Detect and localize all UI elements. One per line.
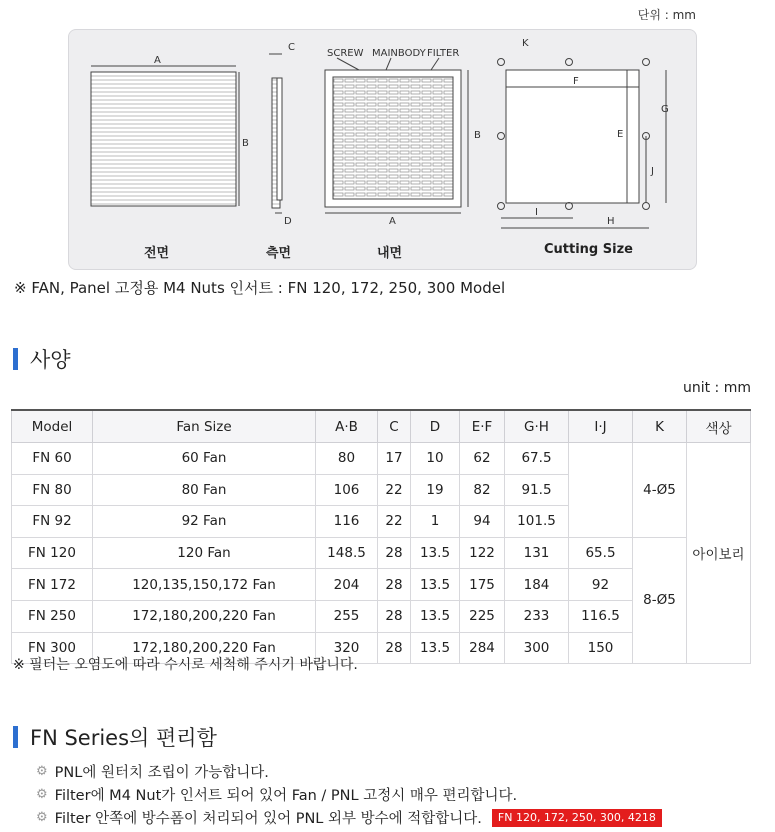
- cell-model: FN 300: [12, 632, 93, 664]
- cell-ef: 175: [460, 569, 505, 601]
- label-screw: SCREW: [327, 48, 364, 59]
- label-side: 측면: [266, 246, 292, 261]
- table-row: [12, 537, 751, 569]
- cell-ef: 284: [460, 632, 505, 664]
- cell-gh: 67.5: [505, 443, 569, 475]
- th-k: K: [633, 410, 687, 443]
- models-tag: FN 120, 172, 250, 300, 4218: [492, 809, 662, 827]
- cell-ab: 148.5: [316, 537, 378, 569]
- note-model: ※ FAN, Panel 고정용 M4 Nuts 인서트 : FN 120, 172, 250, 300 Model: [14, 279, 506, 297]
- dim-J: J: [651, 166, 654, 177]
- cell-c: 28: [378, 632, 411, 664]
- list-item: [36, 806, 662, 829]
- cell-model: FN 120: [12, 537, 93, 569]
- cell-fan-size: 120 Fan: [93, 537, 316, 569]
- spec-section-title: [13, 344, 71, 374]
- cell-gh: 101.5: [505, 506, 569, 538]
- gear-icon: ⚙: [36, 810, 48, 825]
- cell-gh: 91.5: [505, 474, 569, 506]
- dim-A-inner: A: [389, 216, 396, 227]
- front-view-panel: [91, 72, 236, 206]
- list-item: [36, 760, 662, 783]
- label-filter: FILTER: [427, 48, 460, 59]
- cell-fan-size: 92 Fan: [93, 506, 316, 538]
- cell-color: 아이보리: [687, 443, 751, 664]
- spec-title: 사양: [30, 348, 71, 372]
- feature-section-title: [13, 722, 217, 752]
- cell-model: FN 92: [12, 506, 93, 538]
- dim-G: G: [661, 104, 669, 115]
- th-ij: I·J: [569, 410, 633, 443]
- table-row: [12, 443, 751, 475]
- cell-gh: 131: [505, 537, 569, 569]
- cell-ef: 62: [460, 443, 505, 475]
- feature-text: Filter 안쪽에 방수폼이 처리되어 있어 PNL 외부 방수에 적합합니다.: [54, 811, 482, 827]
- cell-d: 13.5: [411, 537, 460, 569]
- cell-c: 28: [378, 569, 411, 601]
- cell-k-small: 4-Ø5: [633, 443, 687, 538]
- feature-text: PNL에 원터치 조립이 가능합니다.: [54, 765, 269, 781]
- dim-D: D: [284, 216, 292, 227]
- th-color: 색상: [687, 410, 751, 443]
- cell-ab: 255: [316, 600, 378, 632]
- th-model: Model: [12, 410, 93, 443]
- cell-model: FN 172: [12, 569, 93, 601]
- cell-fan-size: 172,180,200,220 Fan: [93, 600, 316, 632]
- cell-ij: 116.5: [569, 600, 633, 632]
- spec-table: [11, 409, 751, 664]
- cell-fan-size: 172,180,200,220 Fan: [93, 632, 316, 664]
- drawing-svg: [69, 30, 696, 269]
- label-inner: 내면: [377, 246, 403, 261]
- dim-A-front: A: [154, 55, 161, 66]
- cell-ab: 320: [316, 632, 378, 664]
- cell-d: 1: [411, 506, 460, 538]
- cell-d: 10: [411, 443, 460, 475]
- cell-ij: 65.5: [569, 537, 633, 569]
- dim-K: K: [522, 38, 529, 49]
- cell-c: 22: [378, 474, 411, 506]
- dim-B-inner: B: [474, 130, 481, 141]
- cell-ij: 92: [569, 569, 633, 601]
- cell-gh: 233: [505, 600, 569, 632]
- cell-model: FN 250: [12, 600, 93, 632]
- cell-ab: 106: [316, 474, 378, 506]
- cell-ef: 94: [460, 506, 505, 538]
- unit-label: unit : mm: [682, 380, 751, 396]
- cell-d: 13.5: [411, 600, 460, 632]
- gear-icon: ⚙: [36, 787, 48, 802]
- cell-c: 28: [378, 537, 411, 569]
- th-ab: A·B: [316, 410, 378, 443]
- cell-ef: 225: [460, 600, 505, 632]
- cell-c: 28: [378, 600, 411, 632]
- cell-d: 13.5: [411, 632, 460, 664]
- cell-c: 17: [378, 443, 411, 475]
- dimension-drawing: [68, 29, 697, 270]
- cell-ij-empty: [569, 443, 633, 538]
- cell-c: 22: [378, 506, 411, 538]
- th-d: D: [411, 410, 460, 443]
- dim-F: F: [573, 76, 579, 87]
- cell-ij: 150: [569, 632, 633, 664]
- cell-model: FN 80: [12, 474, 93, 506]
- dim-B-front: B: [242, 138, 249, 149]
- note-filter: ※ 필터는 오염도에 따라 수시로 세척해 주시기 바랍니다.: [13, 657, 358, 673]
- feature-text: Filter에 M4 Nut가 인서트 되어 있어 Fan / PNL 고정시 매우 편리합니다.: [54, 788, 518, 804]
- cell-d: 19: [411, 474, 460, 506]
- cell-ab: 80: [316, 443, 378, 475]
- unit-label-top: 단위 : mm: [637, 8, 696, 22]
- label-front: 전면: [144, 246, 170, 261]
- cell-ef: 82: [460, 474, 505, 506]
- accent-bar: [13, 348, 18, 370]
- cell-k-large: 8-Ø5: [633, 537, 687, 663]
- accent-bar: [13, 726, 18, 748]
- dim-C: C: [288, 42, 295, 53]
- table-header-row: [12, 410, 751, 443]
- th-ef: E·F: [460, 410, 505, 443]
- list-item: [36, 783, 662, 806]
- dim-I: I: [535, 207, 538, 218]
- gear-icon: ⚙: [36, 764, 48, 779]
- cell-model: FN 60: [12, 443, 93, 475]
- feature-title: FN Series의 편리함: [30, 726, 217, 750]
- cell-gh: 300: [505, 632, 569, 664]
- th-fan-size: Fan Size: [93, 410, 316, 443]
- th-gh: G·H: [505, 410, 569, 443]
- label-mainbody: MAINBODY: [372, 48, 426, 59]
- dim-H: H: [607, 216, 615, 227]
- label-cutting-size: Cutting Size: [544, 242, 633, 257]
- cell-fan-size: 80 Fan: [93, 474, 316, 506]
- cell-gh: 184: [505, 569, 569, 601]
- cell-ef: 122: [460, 537, 505, 569]
- cell-d: 13.5: [411, 569, 460, 601]
- cell-ab: 116: [316, 506, 378, 538]
- cell-fan-size: 60 Fan: [93, 443, 316, 475]
- feature-list: [36, 760, 662, 829]
- dim-E: E: [617, 129, 624, 140]
- cell-fan-size: 120,135,150,172 Fan: [93, 569, 316, 601]
- th-c: C: [378, 410, 411, 443]
- cell-ab: 204: [316, 569, 378, 601]
